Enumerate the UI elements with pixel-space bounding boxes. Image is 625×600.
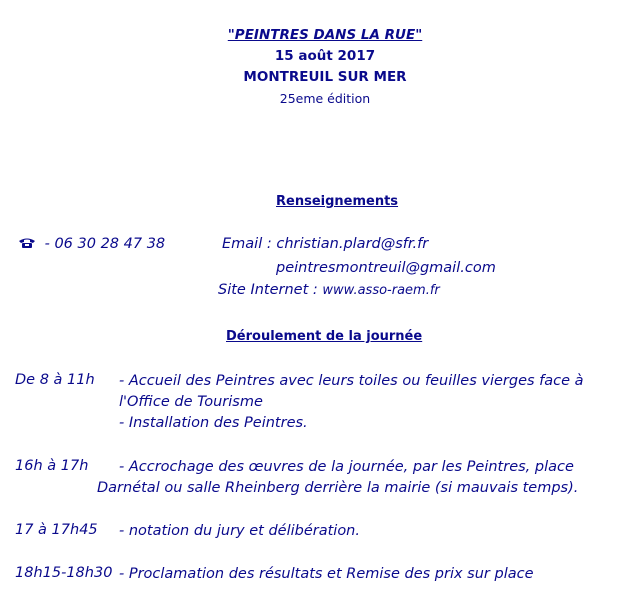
schedule-item-2 <box>97 457 624 499</box>
site-label: Site Internet : <box>218 282 318 298</box>
schedule-time-4: 18h15-18h30 <box>15 565 113 581</box>
schedule-line: - Accrochage des œuvres de la journée, par les Peintres, place <box>119 459 574 475</box>
schedule-time-3: 17 à 17h45 <box>15 522 98 538</box>
schedule-time-1: De 8 à 11h <box>15 372 95 388</box>
schedule-line: l'Office de Tourisme <box>119 394 263 410</box>
email-line <box>222 236 428 252</box>
schedule-item-4 <box>119 564 624 585</box>
schedule-line: - Accueil des Peintres avec leurs toiles ou feuilles vierges face à <box>119 373 584 389</box>
schedule-line: - notation du jury et délibération. <box>119 523 360 539</box>
phone-number: - 06 30 28 47 38 <box>44 236 166 252</box>
phone-line <box>18 236 165 252</box>
schedule-time-2: 16h à 17h <box>15 458 89 474</box>
event-place: MONTREUIL SUR MER <box>243 69 407 85</box>
schedule-line: Darnétal ou salle Rheinberg derrière la mairie (si mauvais temps). <box>97 480 579 496</box>
event-title: "PEINTRES DANS LA RUE" <box>227 27 423 43</box>
schedule-line: - Proclamation des résultats et Remise des prix sur place <box>119 566 534 582</box>
schedule-item-3 <box>119 521 619 542</box>
info-heading: Renseignements <box>276 194 399 209</box>
event-date: 15 août 2017 <box>274 48 376 64</box>
telephone-icon <box>18 237 36 249</box>
email-primary[interactable]: christian.plard@sfr.fr <box>276 236 429 252</box>
title-block <box>0 25 625 109</box>
email-label: Email : <box>222 236 272 252</box>
email-secondary[interactable]: peintresmontreuil@gmail.com <box>276 260 496 276</box>
schedule-line: - Installation des Peintres. <box>119 415 308 431</box>
schedule-item-1 <box>119 371 619 434</box>
site-line <box>218 282 440 298</box>
event-edition: 25eme édition <box>279 91 371 106</box>
site-link[interactable]: www.asso-raem.fr <box>322 283 440 298</box>
schedule-heading: Déroulement de la journée <box>226 329 423 344</box>
